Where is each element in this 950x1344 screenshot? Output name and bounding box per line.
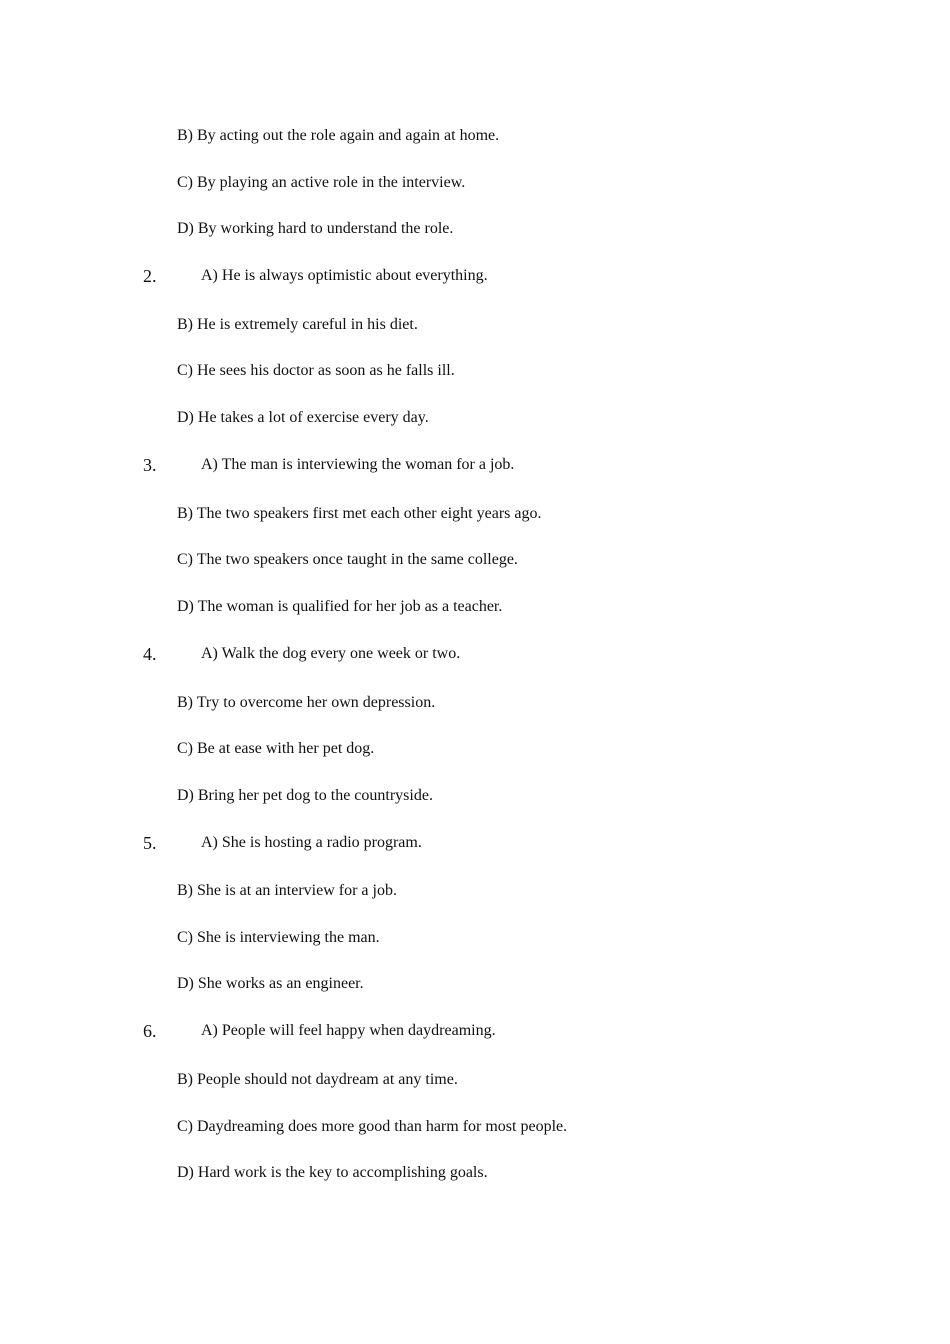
option-3d: D) The woman is qualified for her job as a teacher. xyxy=(177,598,503,615)
option-6b: B) People should not daydream at any time. xyxy=(177,1071,458,1088)
question-2-number: 2. xyxy=(143,266,157,286)
option-3b: B) The two speakers first met each other eight years ago. xyxy=(177,505,542,522)
option-6d: D) Hard work is the key to accomplishing goals. xyxy=(177,1164,488,1181)
option-3a: A) The man is interviewing the woman for a job. xyxy=(201,456,515,473)
option-6c: C) Daydreaming does more good than harm for most people. xyxy=(177,1118,568,1135)
option-5a: A) She is hosting a radio program. xyxy=(201,834,422,851)
option-2d: D) He takes a lot of exercise every day. xyxy=(177,409,429,426)
question-3-number: 3. xyxy=(143,455,157,475)
question-5-number: 5. xyxy=(143,833,157,853)
option-1c: C) By playing an active role in the interview. xyxy=(177,174,466,191)
option-4d: D) Bring her pet dog to the countryside. xyxy=(177,787,433,804)
option-6a: A) People will feel happy when daydreaming. xyxy=(201,1022,496,1039)
option-1d: D) By working hard to understand the role. xyxy=(177,220,454,237)
option-2c: C) He sees his doctor as soon as he falls ill. xyxy=(177,362,455,379)
option-5b: B) She is at an interview for a job. xyxy=(177,882,397,899)
option-4c: C) Be at ease with her pet dog. xyxy=(177,740,375,757)
option-5c: C) She is interviewing the man. xyxy=(177,929,380,946)
question-6-number: 6. xyxy=(143,1021,157,1041)
option-4b: B) Try to overcome her own depression. xyxy=(177,694,436,711)
option-3c: C) The two speakers once taught in the same college. xyxy=(177,551,518,568)
option-2a: A) He is always optimistic about everything. xyxy=(201,267,488,284)
question-4-number: 4. xyxy=(143,644,157,664)
option-5d: D) She works as an engineer. xyxy=(177,975,364,992)
option-2b: B) He is extremely careful in his diet. xyxy=(177,316,418,333)
option-4a: A) Walk the dog every one week or two. xyxy=(201,645,461,662)
option-1b: B) By acting out the role again and again at home. xyxy=(177,127,500,144)
